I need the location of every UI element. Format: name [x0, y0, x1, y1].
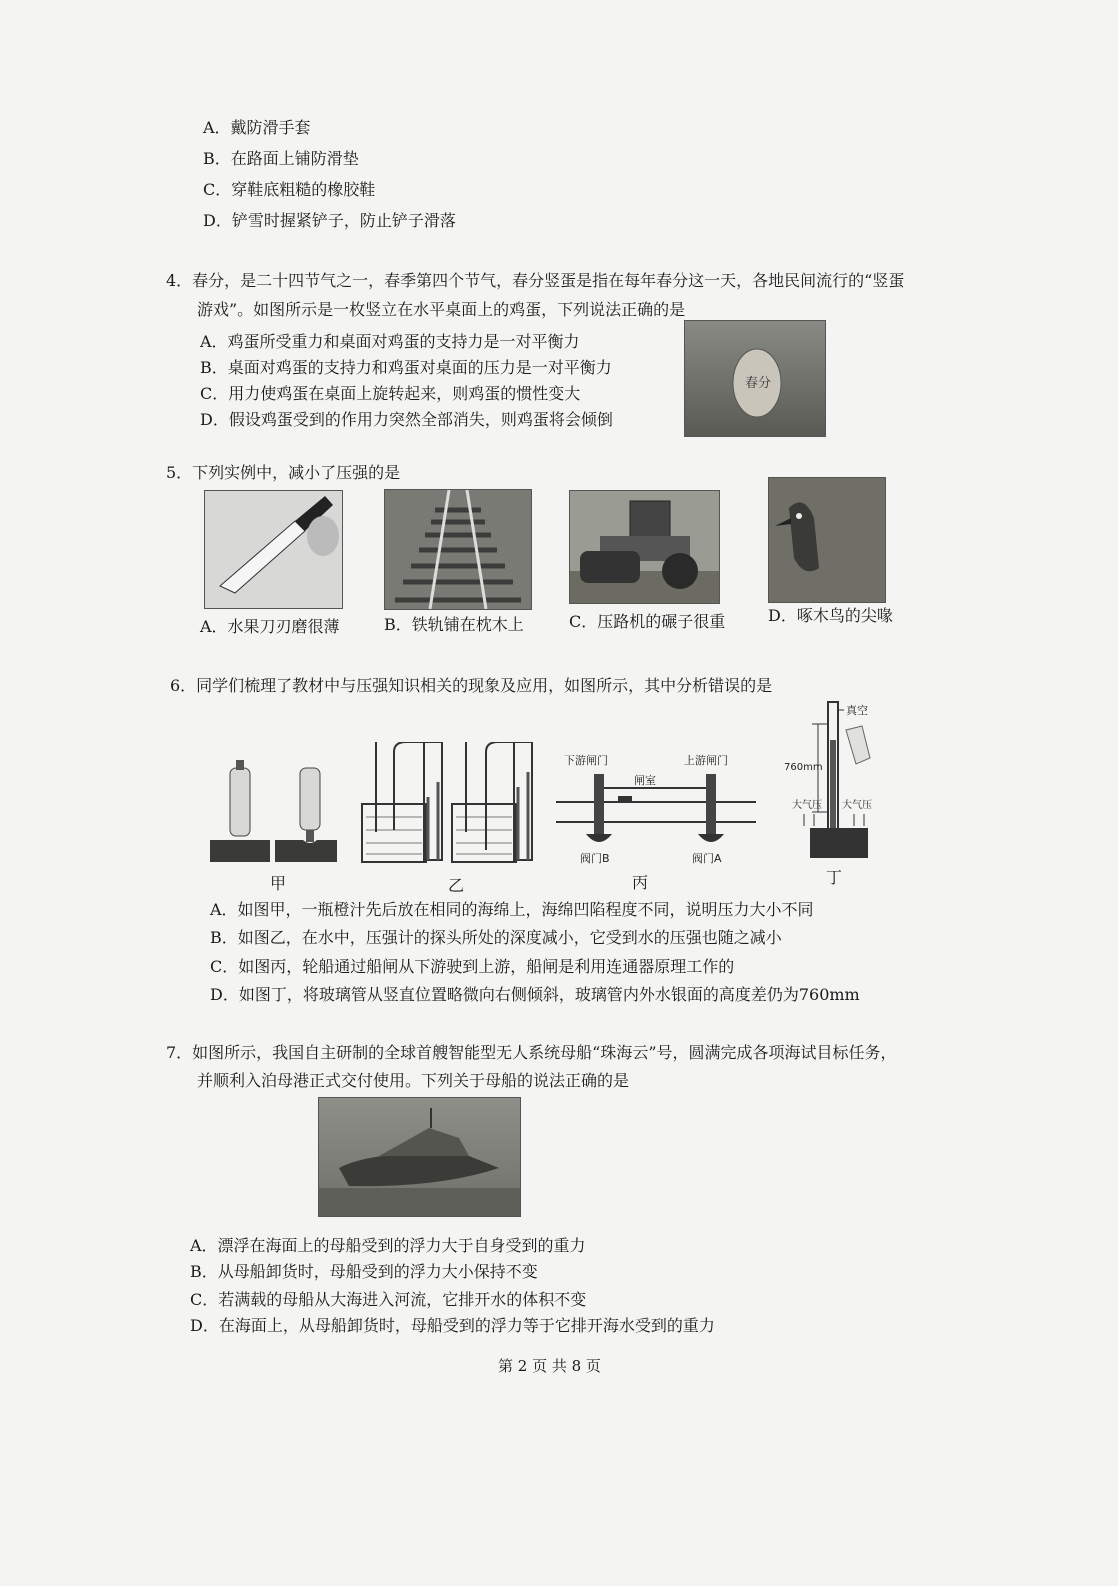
- mother-ship-illustration: [319, 1098, 520, 1216]
- figure-label-bing: 丙: [632, 873, 649, 892]
- q4-stem-line1: 4．春分，是二十四节气之一，春季第四个节气，春分竖蛋是指在每年春分这一天，各地民间流行的“竖蛋: [166, 271, 905, 290]
- woodpecker-photo: [768, 477, 886, 603]
- label-upstream-gate: 上游闸门: [684, 754, 728, 767]
- q3-option-b: B．在路面上铺防滑垫: [203, 149, 359, 168]
- page-footer: 第 2 页 共 8 页: [498, 1357, 601, 1375]
- q7-option-a: A．漂浮在海面上的母船受到的浮力大于自身受到的重力: [190, 1236, 586, 1255]
- figure-bing-ship-lock: [556, 750, 756, 870]
- woodpecker-illustration: [769, 478, 885, 602]
- knife-photo: [204, 490, 343, 609]
- figure-ding-torricelli: [784, 700, 894, 865]
- q3-option-c: C．穿鞋底粗糙的橡胶鞋: [203, 180, 376, 199]
- q4-option-d: D．假设鸡蛋受到的作用力突然全部消失，则鸡蛋将会倾倒: [200, 410, 613, 429]
- q6-option-a: A．如图甲，一瓶橙汁先后放在相同的海绵上，海绵凹陷程度不同，说明压力大小不同: [210, 900, 814, 919]
- label-atm-right: 大气压: [842, 800, 872, 811]
- q5-stem: 5．下列实例中，减小了压强的是: [166, 463, 401, 482]
- q5-option-b: B．铁轨铺在枕木上: [384, 615, 524, 634]
- q3-option-a: A．戴防滑手套: [203, 118, 311, 137]
- q6-option-d: D．如图丁，将玻璃管从竖直位置略微向右侧倾斜，玻璃管内外水银面的高度差仍为760mm: [210, 985, 860, 1004]
- q4-option-a: A．鸡蛋所受重力和桌面对鸡蛋的支持力是一对平衡力: [200, 332, 580, 351]
- q7-stem-line1: 7．如图所示，我国自主研制的全球首艘智能型无人系统母船“珠海云”号，圆满完成各项海试目标任务，: [166, 1043, 897, 1062]
- label-downstream-gate: 下游闸门: [564, 754, 608, 767]
- q5-option-a: A．水果刀刃磨很薄: [200, 617, 340, 636]
- figure-label-jia: 甲: [270, 874, 287, 893]
- railway-illustration: [385, 490, 531, 609]
- label-atm-left: 大气压: [792, 800, 822, 811]
- q6-option-c: C．如图丙，轮船通过船闸从下游驶到上游，船闸是利用连通器原理工作的: [210, 957, 735, 976]
- q6-option-b: B．如图乙，在水中，压强计的探头所处的深度减小，它受到水的压强也随之减小: [210, 928, 782, 947]
- road-roller-illustration: [570, 491, 719, 603]
- q3-option-d: D．铲雪时握紧铲子，防止铲子滑落: [203, 211, 456, 230]
- q5-option-d: D．啄木鸟的尖喙: [768, 606, 893, 625]
- railway-photo: [384, 489, 532, 610]
- egg-illustration: [685, 321, 825, 436]
- egg-text: 春分: [745, 376, 772, 391]
- knife-illustration: [205, 491, 342, 608]
- figure-yi-manometers: [358, 742, 538, 864]
- q7-option-b: B．从母船卸货时，母船受到的浮力大小保持不变: [190, 1262, 538, 1281]
- egg-photo: [684, 320, 826, 437]
- q5-option-c: C．压路机的碾子很重: [569, 612, 726, 631]
- label-valve-b: 阀门B: [580, 852, 610, 865]
- q4-option-c: C．用力使鸡蛋在桌面上旋转起来，则鸡蛋的惯性变大: [200, 384, 581, 403]
- label-vacuum: 真空: [846, 704, 868, 717]
- figure-label-yi: 乙: [448, 876, 465, 895]
- q7-stem-line2: 并顺利入泊母港正式交付使用。下列关于母船的说法正确的是: [197, 1071, 630, 1090]
- q7-option-c: C．若满载的母船从大海进入河流，它排开水的体积不变: [190, 1290, 587, 1309]
- label-lock-chamber: 闸室: [634, 774, 656, 787]
- figure-label-ding: 丁: [826, 868, 843, 887]
- q6-stem: 6．同学们梳理了教材中与压强知识相关的现象及应用，如图所示，其中分析错误的是: [170, 676, 773, 695]
- q4-stem-line2: 游戏”。如图所示是一枚竖立在水平桌面上的鸡蛋，下列说法正确的是: [197, 300, 686, 319]
- q4-option-b: B．桌面对鸡蛋的支持力和鸡蛋对桌面的压力是一对平衡力: [200, 358, 612, 377]
- ship-photo: [318, 1097, 521, 1217]
- q7-option-d: D．在海面上，从母船卸货时，母船受到的浮力等于它排开海水受到的重力: [190, 1316, 715, 1335]
- label-valve-a: 阀门A: [692, 852, 722, 865]
- figure-jia-bottles: [205, 760, 340, 865]
- roller-photo: [569, 490, 720, 604]
- label-760mm: 760mm: [784, 762, 823, 773]
